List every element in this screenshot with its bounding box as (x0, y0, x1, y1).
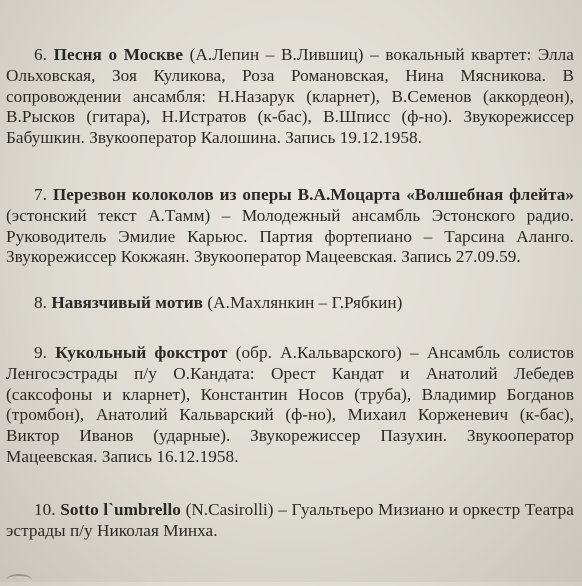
track-number: 10. (34, 500, 56, 519)
liner-notes-page (6, 0, 574, 582)
track-entry-7 (6, 185, 574, 268)
track-title: Навязчивый мотив (51, 293, 204, 312)
track-credits: (эстонский текст А.Тамм) – Молодежный ансамбль Эстонского радио. Руководитель Эмилие Карьюс. Партия фортепиано – Тарсина Аланго. Звукорежиссер Кокжаян. Звукооператор Мацеевская. Запись 27.09.59. (6, 205, 574, 267)
track-credits: (А.Махлянкин – Г.Рябкин) (203, 293, 403, 312)
track-entry-6 (6, 45, 574, 149)
page-edge-mark (6, 574, 32, 586)
track-credits: (обр. А.Кальварского) – Ансамбль солистов Ленгосэстрады п/у О.Кандата: Орест Кандат и Анатолий Лебедев (саксофоны и кларнет), Константин Носов (труба), Владимир Богданов (тромбон), Анатолий Кальварский (ф-но), Михаил Корженевич (к-бас), Виктор Иванов (ударные). Звукорежиссер Пазухин. Звукооператор Мацеевская. Запись 16.12.1958. (6, 343, 574, 466)
track-title: Песня о Москве (53, 45, 184, 64)
track-entry-8 (6, 293, 574, 314)
track-credits: (N.Casirolli) – Гуальтьеро Мизиано и оркестр Театра эстрады п/у Николая Минха. (6, 500, 574, 540)
track-number: 7. (34, 185, 47, 204)
track-number: 8. (34, 293, 47, 312)
track-entry-10 (6, 500, 574, 542)
track-number: 6. (34, 45, 47, 64)
track-title: Кукольный фокстрот (55, 343, 228, 362)
track-entry-9 (6, 343, 574, 468)
track-credits: (А.Лепин – В.Лившиц) – вокальный квартет: Элла Ольховская, Зоя Куликова, Роза Романовская, Нина Мясникова. В сопровождении ансамбля: Н.Назарук (кларнет), В.Семенов (аккордеон), В.Рысков (гитара), Н.Истратов (к-бас), В.Шписс (ф-но). Звукорежиссер Бабушкин. Звукооператор Калошина. Запись 19.12.1958. (6, 45, 574, 148)
track-number: 9. (34, 343, 47, 362)
track-title: Перезвон колоколов из оперы В.А.Моцарта «Волшебная флейта» (52, 185, 574, 204)
track-title: Sotto l`umbrello (60, 500, 181, 519)
